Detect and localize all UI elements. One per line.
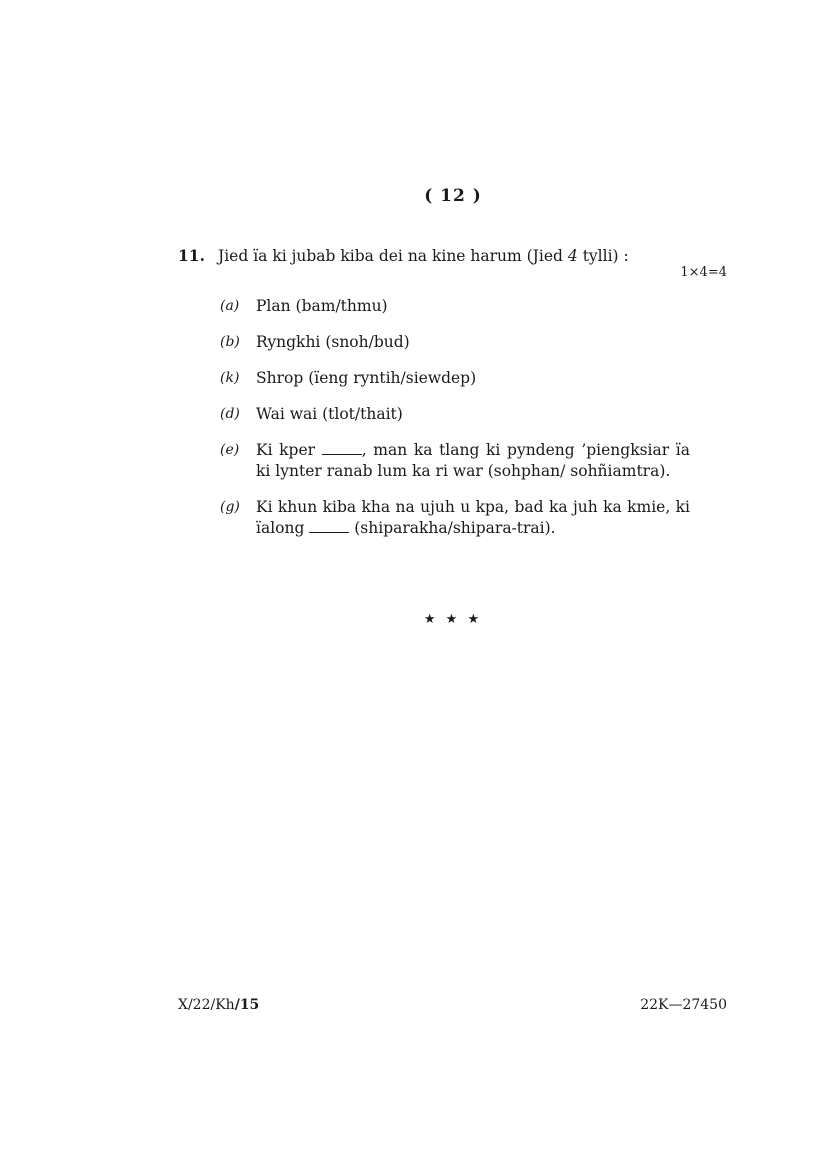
option-text-before: Ki kper	[256, 441, 322, 459]
option-d	[220, 404, 690, 425]
option-a	[220, 296, 690, 317]
option-text	[256, 497, 690, 539]
option-text-before: Ki khun kiba kha na ujuh u kpa, bad ka juh ka kmie, ki ïalong	[256, 498, 690, 537]
question-text-before: Jied ïa ki jubab kiba dei na kine harum (Jied	[218, 247, 568, 265]
question-header	[178, 245, 728, 267]
option-text: Wai wai (tlot/thait)	[256, 405, 403, 423]
option-g	[220, 497, 690, 539]
option-b	[220, 332, 690, 353]
paper-code-prefix: X/22/Kh	[178, 997, 235, 1013]
footer-paper-code	[178, 997, 259, 1013]
option-label: (d)	[220, 406, 240, 422]
paper-code-page: /15	[234, 997, 260, 1013]
option-label: (a)	[220, 298, 240, 314]
end-marker: ★ ★ ★	[423, 612, 483, 627]
question-text-after: tylli) :	[577, 247, 629, 265]
question-number: 11.	[178, 246, 205, 265]
option-text: Shrop (ïeng ryntih/siewdep)	[256, 369, 477, 387]
fill-in-blank	[309, 520, 349, 533]
option-text-after: , man ka tlang ki pyndeng ’piengksiar ïa ki lynter ranab lum ka ri war (sohphan/ sohñiamtra).	[256, 441, 690, 480]
footer-serial: 22K—27450	[640, 997, 727, 1013]
option-e	[220, 440, 690, 482]
option-label: (b)	[220, 334, 240, 350]
option-text	[256, 440, 690, 482]
option-text-after: (shiparakha/shipara-trai).	[349, 519, 556, 537]
options-list	[178, 296, 690, 539]
fill-in-blank	[322, 442, 362, 455]
page-number: ( 12 )	[424, 186, 482, 206]
option-text: Ryngkhi (snoh/bud)	[256, 333, 410, 351]
question-text-count: 4	[567, 247, 578, 265]
question-11	[178, 245, 728, 554]
question-marks: 1×4=4	[680, 265, 727, 280]
option-text: Plan (bam/thmu)	[256, 297, 388, 315]
question-text	[218, 245, 728, 267]
option-label: (g)	[220, 499, 240, 515]
option-label: (e)	[220, 442, 240, 458]
option-k	[220, 368, 690, 389]
option-label: (k)	[220, 370, 240, 386]
